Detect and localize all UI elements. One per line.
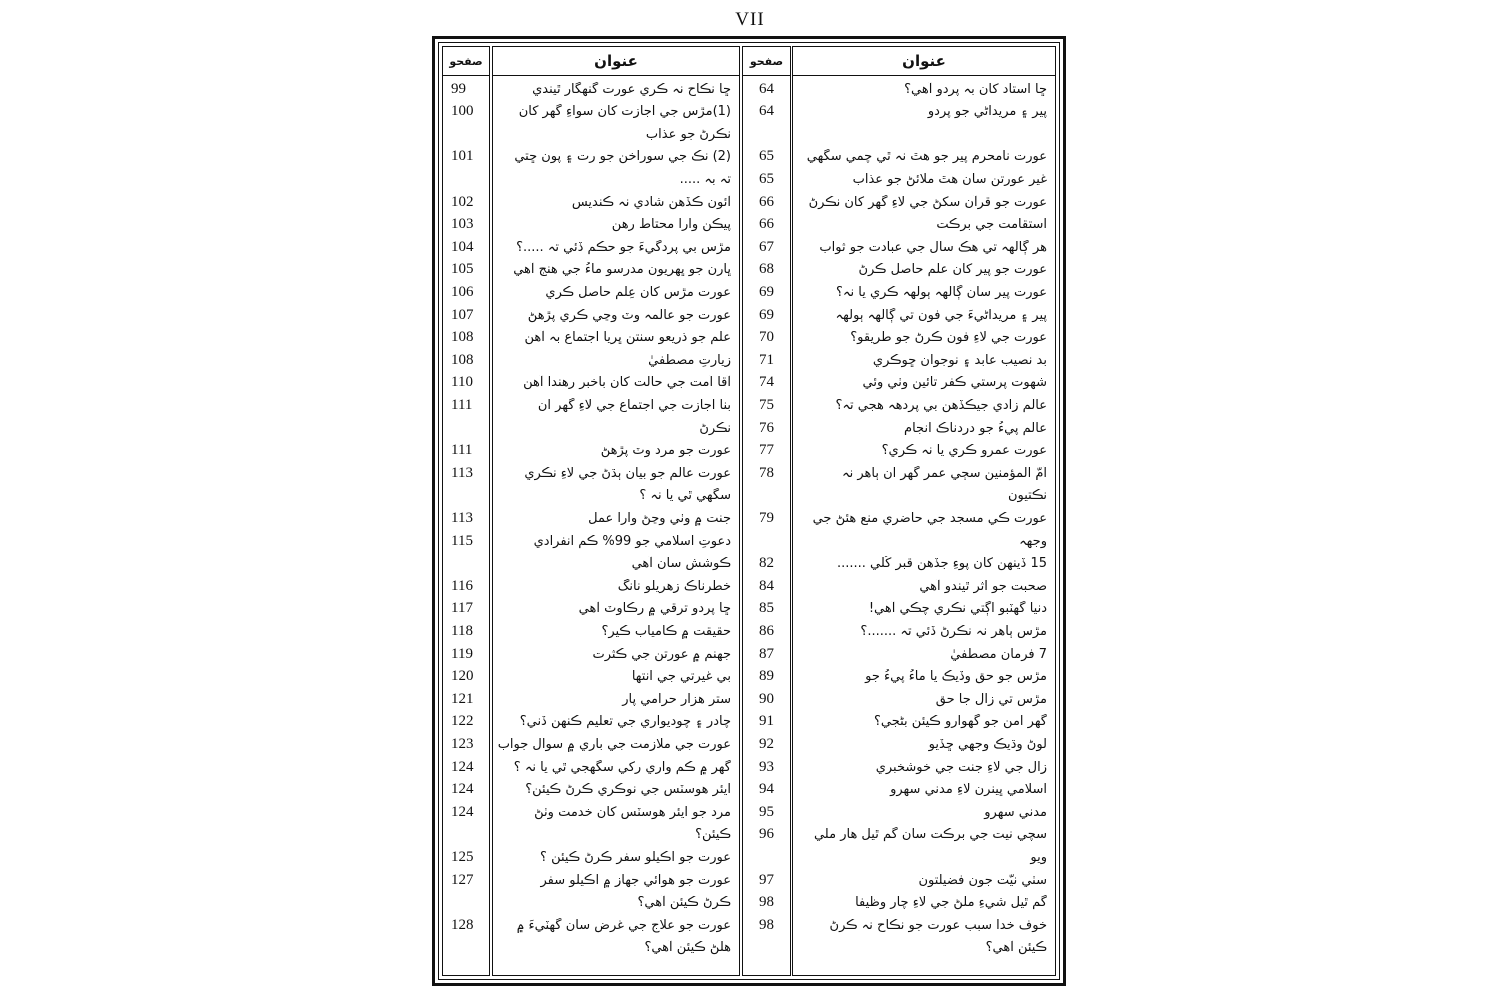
list-item: [793, 892, 1055, 914]
list-item: [493, 462, 739, 484]
entry-title: عالم پيءُ جو دردناڪ انجام: [904, 420, 1047, 436]
entry-title: ڀارن جو ڀهريون مدرسو ماءُ جي هنج آهي: [513, 262, 731, 278]
entry-title: بي غيرتي جي انتها: [631, 669, 731, 685]
list-item: [743, 756, 790, 778]
list-item: [443, 146, 489, 168]
list-item: [793, 643, 1055, 665]
list-item: [743, 507, 790, 529]
left-page-list: [443, 78, 489, 975]
entry-page-number: 105: [451, 261, 474, 278]
list-item: [443, 281, 489, 303]
entry-page-number: 110: [451, 374, 473, 391]
entry-title: ڇا نڪاح نہ ڪري عورت گنهگار ٿيندي: [532, 81, 731, 97]
right-title-column: [792, 46, 1056, 976]
entry-title: پير ۽ مريداڻي جو پردو: [927, 104, 1047, 120]
list-item: [793, 553, 1055, 575]
entry-page-number: 84: [759, 577, 774, 594]
list-item: [793, 417, 1055, 439]
list-item: [443, 869, 489, 891]
list-item: [793, 168, 1055, 190]
list-item: [793, 485, 1055, 507]
list-item: [493, 327, 739, 349]
list-item: [443, 236, 489, 258]
list-item: [493, 394, 739, 416]
entry-page-number: 95: [759, 803, 774, 820]
entry-title: عورت مڙس کان عِلم حاصل ڪري: [545, 284, 731, 300]
list-item: [743, 236, 790, 258]
list-item: [443, 259, 489, 281]
list-item: [793, 259, 1055, 281]
entry-page-number: 104: [451, 238, 474, 255]
entry-title: عورت ڪي مسجد جي حاضري منع هئڻ جي: [812, 510, 1047, 526]
list-item: [443, 756, 489, 778]
entry-page-number: 92: [759, 735, 774, 752]
entry-title: خوف خدا سبب عورت جو نڪاح نہ ڪرڻ: [829, 917, 1047, 933]
list-item: [793, 620, 1055, 642]
entry-page-number: 70: [759, 329, 774, 346]
entry-title: جنت ۾ وٺي وڃڻ وارا عمل: [588, 510, 731, 526]
list-item: [743, 146, 790, 168]
entry-title: علم جو ذريعو سنتن ڀريا اجتماع بہ آهن: [524, 330, 731, 346]
list-item: [743, 462, 790, 484]
entry-page-number: 107: [451, 306, 474, 323]
entry-page-number: 111: [451, 396, 473, 413]
list-item: [493, 507, 739, 529]
entry-title: آئون ڪڏهن شادي نہ ڪنديس: [571, 194, 731, 210]
entry-page-number: 69: [759, 306, 774, 323]
entry-title: ستر هزار حرامي پار: [622, 691, 731, 707]
entry-title: تہ بہ .....: [679, 171, 731, 187]
list-item: [493, 869, 739, 891]
list-item: [793, 779, 1055, 801]
list-item: [743, 349, 790, 371]
entry-title: چادر ۽ چوديواري جي تعليم ڪنهن ڏني؟: [519, 714, 731, 730]
entry-title: صحبت جو اثر ٿيندو آهي: [919, 578, 1047, 594]
list-item: [443, 688, 489, 710]
list-item: [493, 733, 739, 755]
list-item: [743, 214, 790, 236]
entry-page-number: 97: [759, 871, 774, 888]
list-item: [793, 575, 1055, 597]
entry-page-number: 66: [759, 193, 774, 210]
entry-page-number: 125: [451, 848, 474, 865]
entry-page-number: 111: [451, 442, 473, 459]
list-item: [493, 304, 739, 326]
list-item: [443, 78, 489, 100]
entry-title: بنا اجازت جي اجتماع جي لاءِ گهر ان: [537, 397, 731, 413]
entry-title: هلڻ ڪيئن آهي؟: [644, 940, 731, 956]
list-item: [793, 462, 1055, 484]
entry-title: عورت جو هوائي جهاز ۾ اڪيلو سفر: [540, 872, 731, 888]
list-item: [793, 349, 1055, 371]
list-item: [493, 417, 739, 439]
list-item: [493, 191, 739, 213]
entry-page-number: 121: [451, 690, 474, 707]
entry-title: عورت جي لاءِ فون ڪرڻ جو طريقو؟: [850, 330, 1047, 346]
list-item: [743, 575, 790, 597]
right-page-list: [743, 78, 790, 975]
entry-title: شهوت پرستي ڪفر تائين وٺي وئي: [862, 375, 1047, 391]
list-item: [743, 440, 790, 462]
entry-title: خطرناڪ زهريلو نانگ: [617, 578, 731, 594]
entry-page-number: 71: [759, 351, 774, 368]
right-page-header: صفحو: [743, 47, 790, 76]
entry-page-number: 99: [451, 80, 466, 97]
entry-page-number: 66: [759, 216, 774, 233]
entry-title: مرد جو ايئر هوسٽس کان خدمت وٺڻ: [534, 804, 731, 820]
entry-page-number: 65: [759, 170, 774, 187]
entry-title: ڪرڻ ڪيئن آهي؟: [637, 895, 731, 911]
entry-title: 7 فرمان مصطفيٰ: [950, 646, 1047, 662]
list-item: [443, 846, 489, 868]
entry-page-number: 124: [451, 781, 474, 798]
entry-title: نڪرڻ جو عذاب: [645, 126, 731, 142]
entry-page-number: 98: [759, 916, 774, 933]
entry-page-number: 124: [451, 758, 474, 775]
entry-title: نڪتيون: [1007, 488, 1047, 504]
entry-title: عورت جي ملازمت جي باري ۾ سوال جواب: [497, 736, 731, 752]
list-item: [443, 643, 489, 665]
list-item: [493, 101, 739, 123]
list-item: [493, 214, 739, 236]
list-item: [493, 281, 739, 303]
entry-title: ڪيئن؟: [695, 827, 731, 843]
list-item: [493, 801, 739, 823]
list-item: [743, 417, 790, 439]
entry-page-number: 118: [451, 622, 473, 639]
list-item: [743, 191, 790, 213]
entry-page-number: 123: [451, 735, 474, 752]
entry-title: سگهي ٿي يا نہ ؟: [639, 488, 731, 504]
entry-title: ڇا استاد کان بہ پردو آهي؟: [904, 81, 1047, 97]
list-item: [793, 327, 1055, 349]
list-item: [743, 733, 790, 755]
left-page-header: صفحو: [443, 47, 489, 76]
list-item: [493, 236, 739, 258]
entry-page-number: 115: [451, 532, 473, 549]
list-item: [743, 869, 790, 891]
page-number: VII: [735, 9, 765, 30]
list-item: [793, 711, 1055, 733]
entry-title: ڪوشش سان آهي: [631, 556, 731, 572]
list-item: [793, 846, 1055, 868]
entry-title: اُمّ المؤمنين سڄي عمر گهر ان ٻاهر نہ: [841, 465, 1047, 481]
entry-page-number: 108: [451, 329, 474, 346]
table-of-contents-frame: [432, 36, 1066, 986]
list-item: [443, 733, 489, 755]
entry-page-number: 113: [451, 509, 473, 526]
entry-page-number: 76: [759, 419, 774, 436]
entry-page-number: 106: [451, 283, 474, 300]
list-item: [493, 372, 739, 394]
entry-title: عورت نامحرم پير جو هٿ نہ ٿي چمي سگهي: [806, 149, 1047, 165]
list-item: [443, 214, 489, 236]
list-item: [493, 643, 739, 665]
entry-page-number: 69: [759, 283, 774, 300]
entry-page-number: 65: [759, 148, 774, 165]
list-item: [443, 666, 489, 688]
list-item: [493, 168, 739, 190]
list-item: [743, 327, 790, 349]
entry-page-number: 108: [451, 351, 474, 368]
entry-page-number: 101: [451, 148, 474, 165]
list-item: [443, 801, 489, 823]
list-item: [493, 575, 739, 597]
list-item: [793, 146, 1055, 168]
list-item: [743, 666, 790, 688]
list-item: [793, 824, 1055, 846]
entry-page-number: 78: [759, 464, 774, 481]
entry-title: لوڻ وڌيڪ وجهي ڇڏيو: [928, 736, 1047, 752]
list-item: [743, 711, 790, 733]
list-item: [793, 756, 1055, 778]
entry-page-number: 116: [451, 577, 473, 594]
entry-title: عورت جو قرآن سکڻ جي لاءِ گهر کان نڪرڻ: [808, 194, 1047, 210]
list-item: [793, 914, 1055, 936]
entry-title: گهر ۾ ڪم واري رکي سگهجي ٿي يا نہ ؟: [513, 759, 731, 775]
list-item: [743, 553, 790, 575]
list-item: [793, 666, 1055, 688]
entry-title: مڙس ٻاهر نہ نڪرڻ ڏئي تہ .......؟: [860, 623, 1047, 639]
entry-page-number: 82: [759, 555, 774, 572]
list-item: [743, 801, 790, 823]
list-item: [493, 666, 739, 688]
list-item: [443, 711, 489, 733]
list-item: [443, 914, 489, 936]
list-item: [443, 598, 489, 620]
list-item: [493, 530, 739, 552]
entry-page-number: 68: [759, 261, 774, 278]
list-item: [743, 78, 790, 100]
entry-page-number: 64: [759, 80, 774, 97]
entry-page-number: 127: [451, 871, 474, 888]
list-item: [493, 824, 739, 846]
entry-page-number: 94: [759, 781, 774, 798]
entry-title: گم ٿيل شيءِ ملڻ جي لاءِ چار وظيفا: [855, 895, 1047, 911]
list-item: [743, 779, 790, 801]
list-item: [443, 372, 489, 394]
entry-title: عورت جو مرد وٽ پڙهڻ: [600, 443, 731, 459]
list-item: [793, 394, 1055, 416]
list-item: [793, 236, 1055, 258]
entry-title: گهر امن جو گهوارو ڪيئن بڻجي؟: [874, 714, 1047, 730]
entry-title: استقامت جي برڪت: [936, 217, 1047, 233]
right-title-header: عنوان: [793, 47, 1055, 76]
list-item: [793, 372, 1055, 394]
entry-title: (1)مڙس جي اجازت کان سواءِ گهر کان: [518, 104, 731, 120]
list-item: [793, 733, 1055, 755]
list-item: [793, 937, 1055, 959]
entry-title: ايئر هوسٽس جي نوڪري ڪرڻ ڪيئن؟: [525, 782, 731, 798]
entry-page-number: 89: [759, 668, 774, 685]
entry-page-number: 113: [451, 464, 473, 481]
right-title-list: [793, 78, 1055, 975]
list-item: [493, 485, 739, 507]
entry-page-number: 87: [759, 645, 774, 662]
entry-title: سٺي نيّت جون فضيلتون: [918, 872, 1047, 888]
list-item: [443, 462, 489, 484]
entry-title: دنيا گهٽبو اُڳتي نڪري چڪي آهي!: [868, 601, 1047, 617]
list-item: [743, 281, 790, 303]
list-item: [443, 327, 489, 349]
list-item: [743, 598, 790, 620]
entry-title: زيارتِ مصطفيٰ: [648, 352, 731, 368]
entry-title: عورت جو اڪيلو سفر ڪرڻ ڪيئن ؟: [540, 849, 731, 865]
entry-title: ڇا پردو ترقي ۾ رڪاوٽ آهي: [578, 601, 731, 617]
list-item: [493, 349, 739, 371]
list-item: [793, 507, 1055, 529]
entry-page-number: 90: [759, 690, 774, 707]
left-title-header: عنوان: [493, 47, 739, 76]
entry-title: بد نصيب عابد ۽ نوجوان ڇوڪري: [872, 352, 1047, 368]
entry-title: عالم زادي جيڪڏهن بي پردهہ هجي تہ؟: [835, 397, 1047, 413]
entry-page-number: 122: [451, 713, 474, 730]
entry-title: عورت جو پير کان علم حاصل ڪرڻ: [858, 262, 1047, 278]
entry-title: 15 ڏينهن کان پوءِ جڏهن قبر کُلي .......: [836, 556, 1047, 572]
entry-title: اسلامي ڀينرن لاءِ مدني سهرو: [890, 782, 1047, 798]
list-item: [793, 869, 1055, 891]
list-item: [793, 598, 1055, 620]
list-item: [493, 779, 739, 801]
entry-title: زال جي لاءِ جنت جي خوشخبري: [875, 759, 1047, 775]
entry-page-number: 119: [451, 645, 473, 662]
entry-page-number: 93: [759, 758, 774, 775]
list-item: [743, 168, 790, 190]
entry-title: مڙس جو حق وڏيڪ يا ماءُ پيءُ جو: [865, 669, 1047, 685]
list-item: [493, 146, 739, 168]
list-item: [493, 892, 739, 914]
list-item: [793, 101, 1055, 123]
entry-page-number: 117: [451, 600, 473, 617]
entry-title: غير عورتن سان هٿ ملائڻ جو عذاب: [852, 171, 1047, 187]
list-item: [443, 394, 489, 416]
list-item: [743, 304, 790, 326]
entry-page-number: 120: [451, 668, 474, 685]
entry-page-number: 91: [759, 713, 774, 730]
entry-title: پيڪن وارا محتاط رهن: [611, 217, 731, 233]
list-item: [493, 711, 739, 733]
entry-title: هر ڳالهہ تي هڪ سال جي عبادت جو ثواب: [819, 239, 1047, 255]
list-item: [743, 394, 790, 416]
list-item: [743, 101, 790, 123]
list-item: [743, 892, 790, 914]
list-item: [443, 191, 489, 213]
list-item: [493, 937, 739, 959]
list-item: [793, 281, 1055, 303]
entry-page-number: 128: [451, 916, 474, 933]
entry-page-number: 75: [759, 396, 774, 413]
entry-page-number: 64: [759, 103, 774, 120]
entry-title: عورت جو علاج جي غرض سان گهٽيءَ ۾: [516, 917, 731, 933]
list-item: [443, 304, 489, 326]
list-item: [793, 304, 1055, 326]
list-item: [443, 440, 489, 462]
list-item: [793, 688, 1055, 710]
entry-page-number: 124: [451, 803, 474, 820]
entry-title: ڪيئن آهي؟: [985, 940, 1047, 956]
entry-page-number: 79: [759, 509, 774, 526]
entry-title: دعوتِ اسلامي جو 99% ڪم انفرادي: [533, 533, 731, 549]
left-title-list: [493, 78, 739, 975]
list-item: [443, 101, 489, 123]
list-item: [743, 914, 790, 936]
entry-page-number: 100: [451, 103, 474, 120]
left-title-column: [492, 46, 740, 976]
list-item: [493, 123, 739, 145]
list-item: [493, 259, 739, 281]
left-page-column: [442, 46, 490, 976]
entry-page-number: 96: [759, 826, 774, 843]
entry-title: مدني سهرو: [984, 804, 1047, 820]
entry-page-number: 77: [759, 442, 774, 459]
entry-title: عورت عمرو ڪري يا نہ ڪري؟: [881, 443, 1047, 459]
list-item: [493, 598, 739, 620]
entry-title: مڙس تي زال جا حق: [935, 691, 1047, 707]
entry-page-number: 85: [759, 600, 774, 617]
list-item: [743, 620, 790, 642]
list-item: [443, 620, 489, 642]
list-item: [493, 440, 739, 462]
entry-title: عورت عالم جو بيان ٻڌڻ جي لاءِ نڪري: [524, 465, 731, 481]
list-item: [743, 259, 790, 281]
list-item: [493, 914, 739, 936]
entry-page-number: 86: [759, 622, 774, 639]
list-item: [793, 530, 1055, 552]
list-item: [443, 507, 489, 529]
list-item: [493, 846, 739, 868]
entry-title: (2) نڪ جي سوراخن جو رت ۽ پون ڇتي: [514, 149, 731, 165]
list-item: [793, 801, 1055, 823]
entry-page-number: 102: [451, 193, 474, 210]
list-item: [743, 643, 790, 665]
list-item: [443, 779, 489, 801]
list-item: [793, 78, 1055, 100]
entry-title: عورت پير سان ڳالهہ ٻولهہ ڪري يا نہ؟: [835, 284, 1047, 300]
list-item: [493, 553, 739, 575]
entry-page-number: 74: [759, 374, 774, 391]
list-item: [493, 620, 739, 642]
entry-title: وجهہ: [1019, 533, 1047, 549]
list-item: [793, 440, 1055, 462]
entry-title: عورت جو عالمہ وٽ وڃي ڪري پڙهڻ: [527, 307, 731, 323]
list-item: [493, 688, 739, 710]
entry-title: سچي نيت جي برڪت سان گم ٿيل هار ملي: [813, 827, 1047, 843]
right-page-column: [742, 46, 791, 976]
entry-title: نڪرڻ: [699, 420, 731, 436]
entry-page-number: 67: [759, 238, 774, 255]
entry-page-number: 98: [759, 894, 774, 911]
entry-title: جهنم ۾ عورتن جي ڪثرت: [592, 646, 731, 662]
list-item: [743, 824, 790, 846]
list-item: [793, 214, 1055, 236]
entry-title: آقا اُمت جي حالت کان باخبر رهندا آهن: [523, 375, 731, 391]
list-item: [793, 191, 1055, 213]
entry-title: پير ۽ مريداڻيءَ جي فون تي ڳالهہ ٻولهہ: [835, 307, 1047, 323]
entry-page-number: 103: [451, 216, 474, 233]
entry-title: ويو: [1030, 849, 1047, 865]
entry-title: مڙس بي پردگيءَ جو حڪم ڏئي تہ .....؟: [516, 239, 731, 255]
list-item: [743, 688, 790, 710]
list-item: [493, 78, 739, 100]
list-item: [743, 372, 790, 394]
list-item: [493, 756, 739, 778]
entry-title: حقيقت ۾ ڪامياب ڪير؟: [601, 623, 731, 639]
list-item: [443, 349, 489, 371]
list-item: [443, 575, 489, 597]
list-item: [443, 530, 489, 552]
